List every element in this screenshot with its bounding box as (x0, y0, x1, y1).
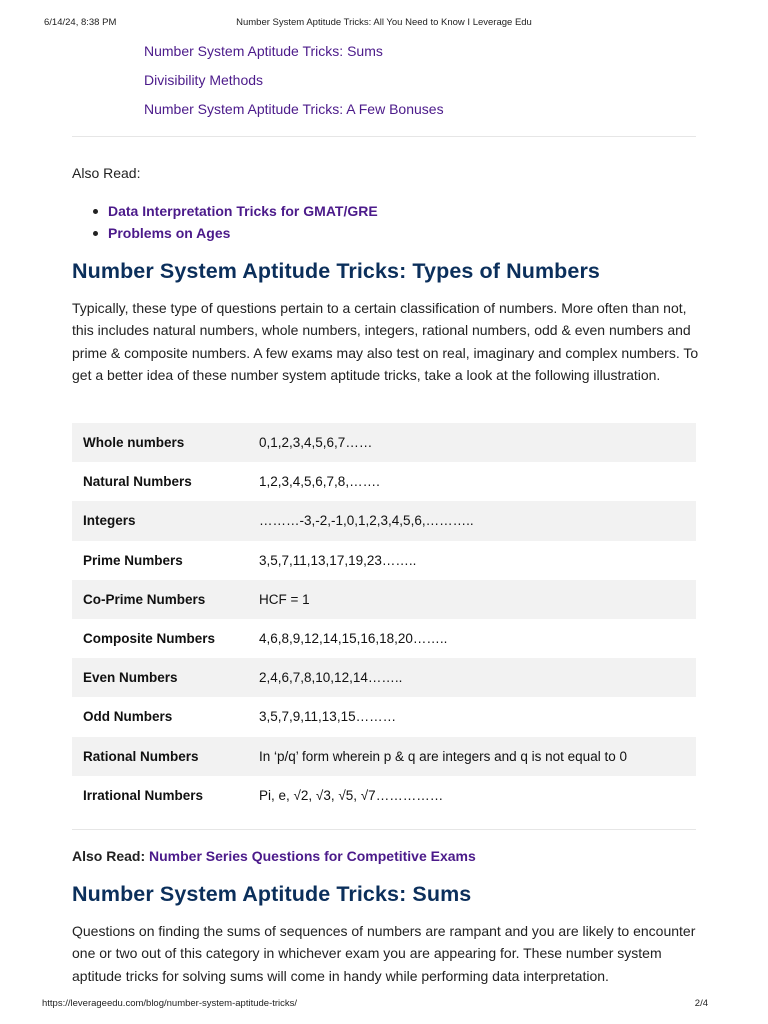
toc-link-bonuses[interactable]: Number System Aptitude Tricks: A Few Bonuses (144, 101, 444, 117)
table-cell-value: 3,5,7,11,13,17,19,23…….. (259, 552, 417, 568)
also-read-label: Also Read: (72, 848, 150, 864)
also-read-label: Also Read: (72, 165, 141, 181)
section-paragraph-types: Typically, these type of questions pertain to a certain classification of numbers. More often than not, this includes natural numbers, whole numbers, integers, rational numbers, odd & even numbers and prime & composite numbers. A few exams may also test on real, imaginary and complex numbers. To get a better idea of these number system aptitude tricks, take a look at the following illustration. (72, 300, 699, 384)
table-cell-term: Co-Prime Numbers (72, 580, 259, 619)
table-row (72, 580, 696, 619)
table-row (72, 697, 696, 736)
number-types-table (72, 423, 696, 815)
toc-link-sums[interactable]: Number System Aptitude Tricks: Sums (144, 43, 383, 59)
table-cell-value: 0,1,2,3,4,5,6,7…… (259, 423, 696, 462)
table-cell-term: Odd Numbers (83, 709, 173, 725)
section-heading-types: Number System Aptitude Tricks: Types of Numbers (72, 259, 600, 283)
table-of-contents (144, 37, 444, 124)
table-row (72, 541, 696, 580)
table-row (72, 501, 696, 540)
table-row (72, 423, 696, 462)
divider (72, 829, 696, 830)
table-cell-value: 3,5,7,9,11,13,15……… (259, 709, 397, 725)
table-cell-term: Irrational Numbers (83, 787, 204, 803)
table-cell-value: HCF = 1 (259, 580, 696, 619)
also-read-list (72, 200, 378, 244)
table-cell-value: ………-3,-2,-1,0,1,2,3,4,5,6,……….. (259, 501, 696, 540)
table-cell-value: 1,2,3,4,5,6,7,8,……. (259, 474, 380, 490)
page-number: 2/4 (694, 998, 708, 1009)
table-row (72, 658, 696, 697)
table-cell-value: 4,6,8,9,12,14,15,16,18,20…….. (259, 631, 448, 647)
print-datetime: 6/14/24, 8:38 PM (44, 17, 117, 28)
also-read-link-number-series[interactable]: Number Series Questions for Competitive Exams (149, 848, 476, 864)
also-read-link-problems-on-ages[interactable]: Problems on Ages (108, 225, 231, 241)
divider (72, 136, 696, 137)
print-footer (42, 998, 708, 1012)
table-cell-term: Rational Numbers (72, 737, 259, 776)
table-cell-term: Composite Numbers (83, 631, 216, 647)
table-row (72, 737, 696, 776)
table-cell-value: Pi, e, √2, √3, √5, √7…………… (259, 787, 444, 803)
list-item (72, 200, 378, 222)
print-header (44, 17, 724, 31)
table-cell-term: Prime Numbers (83, 552, 183, 568)
section-paragraph-sums: Questions on finding the sums of sequences of numbers are rampant and you are likely to encounter one or two out of this category in whichever exam you are appearing for. These number system aptitude tricks for solving sums will come in handy while performing data interpretation. (72, 923, 696, 984)
also-read-link-data-interpretation[interactable]: Data Interpretation Tricks for GMAT/GRE (108, 203, 378, 219)
print-url: https://leverageedu.com/blog/number-system-aptitude-tricks/ (42, 998, 298, 1009)
table-cell-term: Whole numbers (72, 423, 259, 462)
table-cell-value: In ‘p/q’ form wherein p & q are integers and q is not equal to 0 (259, 737, 696, 776)
section-heading-sums: Number System Aptitude Tricks: Sums (72, 882, 472, 906)
table-row (72, 619, 696, 658)
table-cell-term: Even Numbers (72, 658, 259, 697)
print-page-title: Number System Aptitude Tricks: All You Need to Know I Leverage Edu (236, 17, 532, 28)
table-cell-value: 2,4,6,7,8,10,12,14…….. (259, 658, 696, 697)
list-item (72, 222, 378, 244)
table-row (72, 462, 696, 501)
table-cell-term: Natural Numbers (83, 474, 192, 490)
toc-link-divisibility[interactable]: Divisibility Methods (144, 72, 264, 88)
table-cell-term: Integers (72, 501, 259, 540)
also-read-inline (72, 848, 476, 864)
table-row (72, 776, 696, 815)
